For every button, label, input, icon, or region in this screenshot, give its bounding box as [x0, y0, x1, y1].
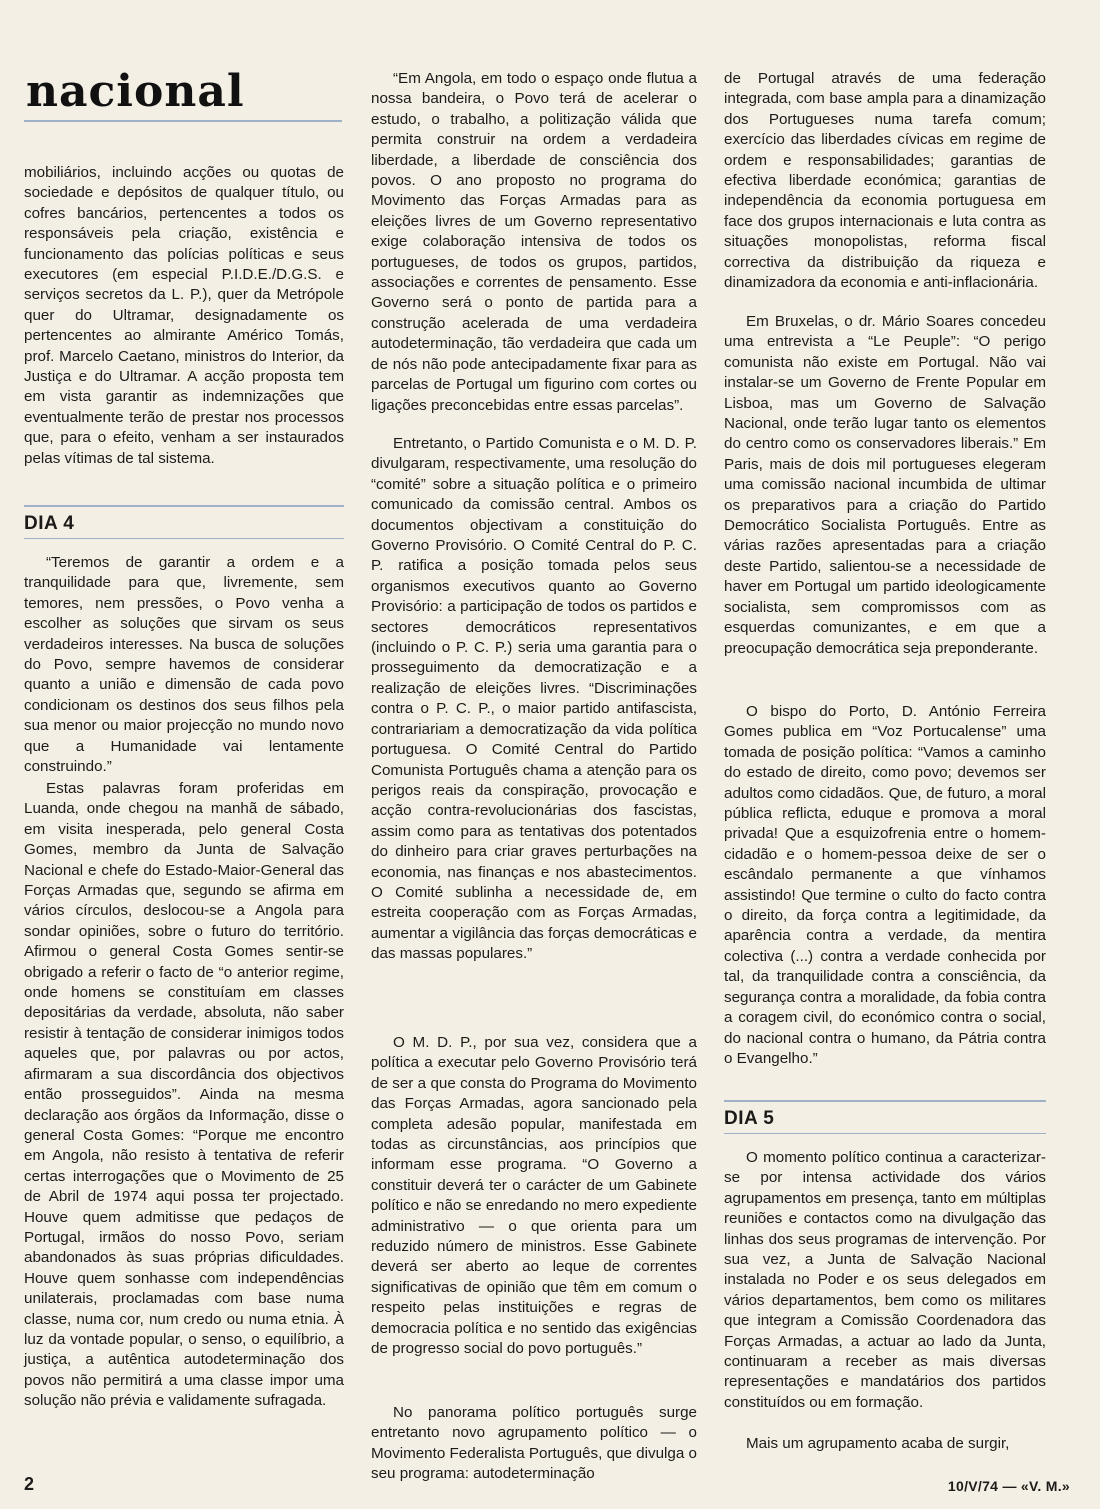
col2-paragraph-4: No panorama político português surge entretanto novo agrupamento político — o Movimento Federalista Português, que divulga o seu programa: autodeterminação	[371, 1404, 697, 1483]
col3-paragraph-1: de Portugal através de uma federação integrada, com base ampla para a dinamização dos Portugueses numa tarefa comum; exercício das liberdades cívicas em regime de ordem e responsabilidades; garantias de efectiva liberdade económica; garantias de independência da economia portuguesa em face dos grupos internacionais e luta contra as situações monopolistas, reforma fiscal correctiva da distribuição da riqueza e dinamizadora da economia e anti-inflacionária.	[724, 70, 1046, 292]
col3-paragraph-2: Em Bruxelas, o dr. Mário Soares concedeu uma entrevista a “Le Peuple”: “O perigo comunista não existe em Portugal. Não vai instalar-se um Governo de Frente Popular em Lisboa, mas um Governo de Salvação Nacional, onde terão lugar tanto os elementos do centro como os conservadores liberais.” Em Paris, mais de dois mil portugueses elegeram uma comissão nacional incumbida de ultimar os preparativos para a criação do Partido Democrático Socialista Português. Entre as várias razões apresentadas para a criação deste Partido, salientou-se a necessidade de haver em Portugal um partido ideologicamente socialista, sem compromissos com as esquerdas comunizantes, e em que a preocupação democrática seja preponderante.	[724, 313, 1046, 657]
page-number: 2	[24, 1474, 35, 1494]
col1-paragraph-1: mobiliários, incluindo acções ou quotas de sociedade e depósitos de qualquer título, ou cofres bancários, pertencentes a todos os responsáveis pela criação, existência e funcionamento das polícias políticas e seus executores (em especial P.I.D.E./D.G.S. e serviços secretos da L. P.), quer da Metrópole quer do Ultramar, designadamente os pertencentes ao almirante Américo Tomás, prof. Marcelo Caetano, ministros do Interior, da Justiça e do Ultramar. A acção proposta tem em vista garantir as indemnizações que eventualmente terão de prestar nos processos que, para o efeito, venham a ser instaurados pelas vítimas de tal sistema.	[24, 164, 344, 467]
col2-paragraph-2: Entretanto, o Partido Comunista e o M. D. P. divulgaram, respectivamente, uma resolução do “comité” sobre a situação política e o primeiro comunicado da comissão central. Ambos os documentos objectivam a constituição do Governo Provisório. O Comité Central do P. C. P. ratifica a posição tomada pelos seus organismos executivos quanto ao Governo Provisório: a participação de todos os partidos e sectores democráticos representativos (incluindo o P. C. P.) seria uma garantia para o prosseguimento da democratização e a realização de eleições livres. “Discriminações contra o P. C. P., o maior partido antifascista, contrariariam a democratização da vida política portuguesa. O Comité Central do Partido Comunista Português chama a atenção para os perigos reais da conspiração, provocação e acção contra-revolucionárias dos fascistas, assim como para as tentativas dos potentados do dinheiro para criar graves perturbações na economia, nas finanças e nos abastecimentos. O Comité sublinha a necessidade de, em estreita cooperação com as Forças Armadas, aumentar a vigilância das forças democráticas e das massas populares.”	[371, 435, 697, 963]
col1-paragraph-2: “Teremos de garantir a ordem e a tranquilidade para que, livremente, sem temores, nem pressões, o Povo venha a escolher as soluções que sirvam os seus verdadeiros interesses. Na busca de soluções do Povo, sempre havemos de considerar quanto a união e dimensão de cada povo condicionam os destinos dos seus filhos pela sua menor ou maior projecção no mundo novo que a Humanidade vai lentamente construindo.”	[24, 554, 344, 776]
col1-paragraph-3: Estas palavras foram proferidas em Luanda, onde chegou na manhã de sábado, em visita inesperada, pelo general Costa Gomes, membro da Junta de Salvação Nacional e chefe do Estado-Maior-General das Forças Armadas que, segundo se afirma em vários círculos, deslocou-se a Angola para sondar opiniões, sobre o futuro do território. Afirmou o general Costa Gomes sentir-se obrigado a referir o facto de “o anterior regime, onde homens se constituíam em classes depositárias da verdade, absoluta, não saber resistir à tentação de considerar inimigos todos aqueles que, por palavras ou por actos, afirmaram a sua discordância dos objectivos então prosseguidos”. Ainda na mesma declaração aos órgãos da Informação, disse o general Costa Gomes: “Porque me encontro em Angola, não resisto à tentativa de referir certas interrogações que o Movimento de 25 de Abril de 1974 aqui possa ter projectado. Houve quem admitisse que pedaços de Portugal, irmãos do nosso Povo, seriam abandonados às suas próprias dificuldades. Houve quem sonhasse com independências unilaterais, proclamadas com base numa classe, numa cor, num credo ou numa etnia. À luz da vontade popular, o senso, o equilíbrio, a justiça, a autêntica autodeterminação dos povos não permitirá a uma classe impor uma solução não prévia e validamente sufragada.	[24, 780, 344, 1410]
col2-paragraph-1: “Em Angola, em todo o espaço onde flutua a nossa bandeira, o Povo terá de acelerar o estudo, o trabalho, a politização válida que permita construir na ordem a verdadeira liberdade, a liberdade de consciência dos povos. O ano proposto no programa do Movimento das Forças Armadas para as eleições livres de um Governo representativo exige colaboração intensiva de todos os portugueses, de todos os grupos, partidos, associações e correntes de pensamento. Esse Governo será o ponto de partida para a construção acelerada de uma verdadeira autodeterminação, tão verdadeira que cada um de nós não pode antecipadamente fixar para as parcelas de Portugal um figurino com cortes ou ligações preconcebidas entre essas parcelas”.	[371, 70, 697, 414]
day-5-heading: DIA 5	[724, 1100, 1046, 1134]
col3-paragraph-4: O momento político continua a caracterizar-se por intensa actividade dos vários agrupamentos em presença, tanto em múltiplas reuniões e contactos como na divulgação das linhas dos seus programas de intervenção. Por sua vez, a Junta de Salvação Nacional instalada no Poder e os seus delegados em vários departamentos, bem como os militares que integram a Comissão Coordenadora das Forças Armadas, a actuar ao lado da Junta, continuaram a receber as mais diversas representações e mandatários dos partidos constituídos ou em formação.	[724, 1149, 1046, 1411]
col3-paragraph-3: O bispo do Porto, D. António Ferreira Gomes publica em “Voz Portucalense” uma tomada de posição política: “Vamos a caminho do estado de direito, como povo; devemos ser adultos como cidadãos. Que, de futuro, a moral pública reflicta, eduque e promova a moral privada! Que a esquizofrenia entre o homem-cidadão e o homem-pessoa deixe de ser o escândalo permanente a que vínhamos assistindo! Que termine o culto do facto contra o direito, da força contra a legitimidade, da aparência contra a verdade, da mentira colectiva (...) contra a verdade conhecida por tal, da tranquilidade contra a consciência, da segurança contra a moralidade, da fobia contra a coragem civil, do económico contra o social, do nacional contra o humano, da Pátria contra o Evangelho.”	[724, 703, 1046, 1067]
col2-paragraph-3: O M. D. P., por sua vez, considera que a política a executar pelo Governo Provisório terá de ser a que consta do Programa do Movimento das Forças Armadas, agora sancionado pela completa adesão popular, manifestada em todas as circunstâncias, aos princípios que informam esse programa. “O Governo a constituir deverá ter o carácter de um Gabinete político e não se enredando no mero expediente administrativo — o que orienta para um reduzido número de ministros. Esse Gabinete deverá ser aberto ao leque de correntes significativas de opinião que têm em comum o respeito pelas instituições e regras de democracia política e no sentido das exigências de progresso social do povo português.”	[371, 1034, 697, 1358]
day-4-heading: DIA 4	[24, 505, 344, 539]
col3-paragraph-5: Mais um agrupamento acaba de surgir,	[746, 1435, 1010, 1452]
section-title: nacional	[26, 66, 245, 117]
issue-date: 10/V/74 — «V. M.»	[947, 1478, 1070, 1494]
title-rule	[24, 120, 342, 122]
